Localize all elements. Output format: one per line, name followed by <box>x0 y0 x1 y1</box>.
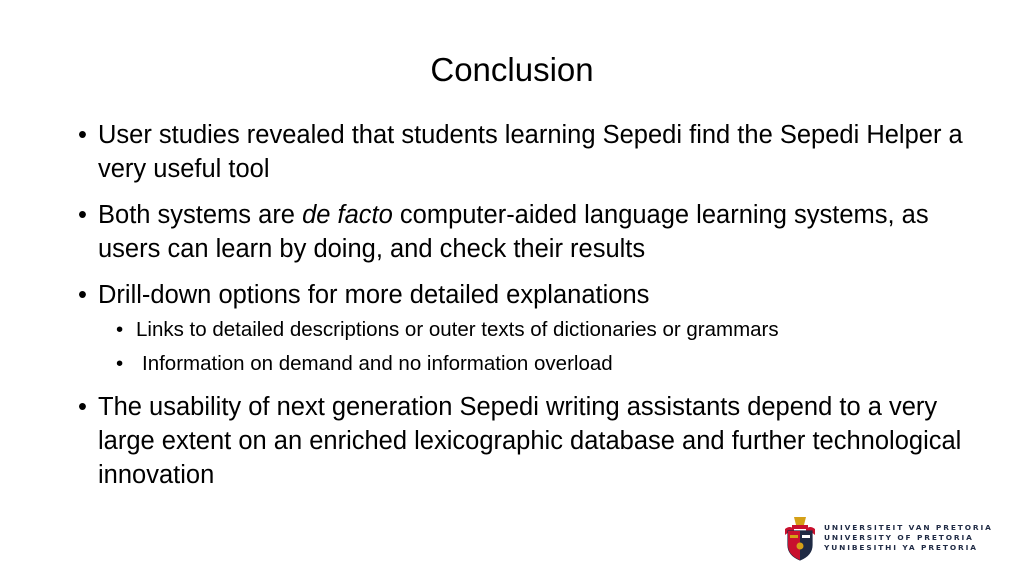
logo-line-sepedi: YUNIBESITHI YA PRETORIA <box>824 543 978 552</box>
slide-title: Conclusion <box>430 51 594 88</box>
logo-wordmark <box>824 523 993 553</box>
sub-bullet-links <box>116 316 968 344</box>
logo-line-english: UNIVERSITY OF PRETORIA <box>824 533 974 542</box>
university-logo <box>782 515 993 565</box>
bullet-text-suffix: computer-aided language learning systems, as users can learn by doing, and check their results <box>98 201 929 263</box>
university-crest-icon <box>782 515 818 561</box>
bullet-text: User studies revealed that students learning Sepedi find the Sepedi Helper a very useful tool <box>98 121 963 183</box>
bullet-text-prefix: Both systems are <box>98 201 303 229</box>
bullet-usability <box>78 390 968 492</box>
bullet-user-studies <box>78 118 968 186</box>
bullet-text: Drill-down options for more detailed explanations <box>98 281 650 309</box>
sub-bullet-text: Information on demand and no information overload <box>142 352 613 375</box>
sub-bullet-information <box>116 350 968 378</box>
bullet-text: The usability of next generation Sepedi writing assistants depend to a very large extent on an enriched lexicographic database and further technological innovation <box>98 393 962 489</box>
sub-bullet-text: Links to detailed descriptions or outer texts of dictionaries or grammars <box>136 318 779 341</box>
bullet-text-emphasis: de facto <box>302 201 393 229</box>
bullet-drill-down <box>78 278 968 312</box>
logo-line-afrikaans: UNIVERSITEIT VAN PRETORIA <box>824 523 993 532</box>
bullet-list <box>78 118 968 504</box>
bullet-both-systems <box>78 198 968 266</box>
